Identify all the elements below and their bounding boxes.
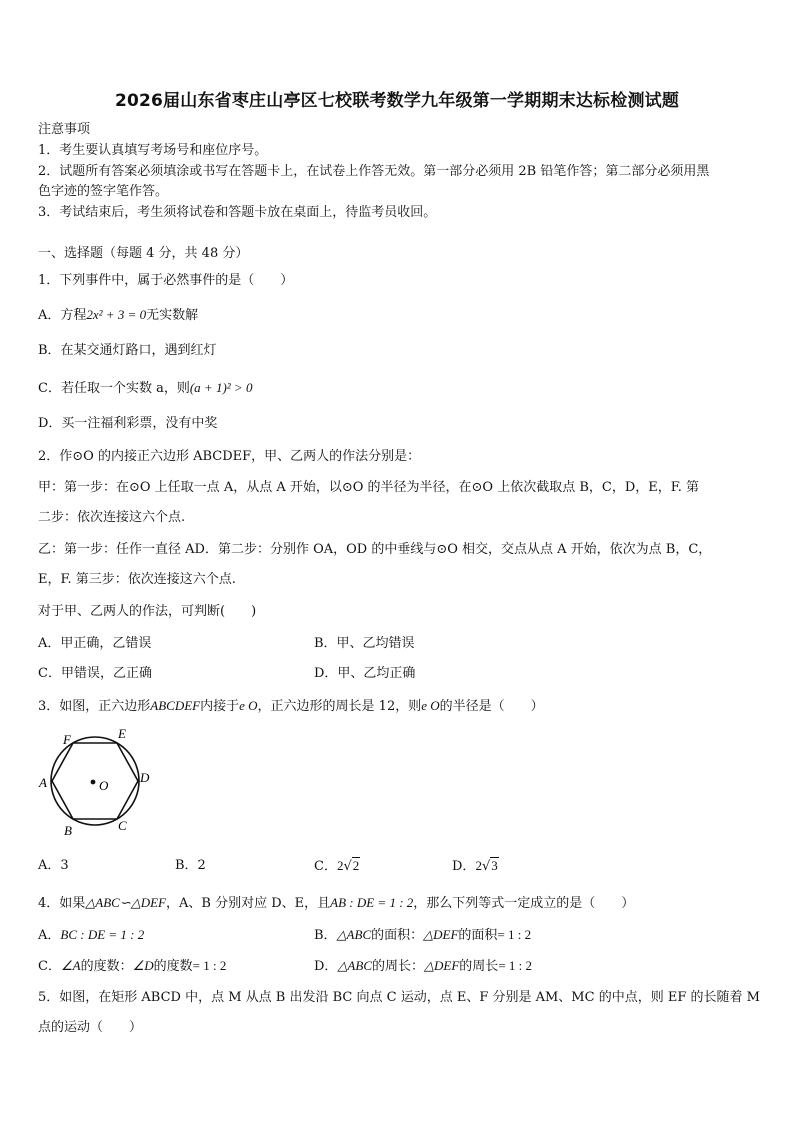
q5-stem-line1: 5．如图，在矩形 ABCD 中，点 M 从点 B 出发沿 BC 向点 C 运动，点 E、F 分别是 AM、MC 的中点，则 EF 的长随着 M [38,990,760,1005]
label-e: E [118,726,126,741]
notice-item-2: 2．试题所有答案必须填涂或书写在答题卡上，在试卷上作答无效。第一部分必须用 2B 铅笔作答；第二部分必须用黑 [38,164,710,179]
label-c: C [118,818,127,833]
q5-stem-line2: 点的运动（ ） [38,1020,143,1035]
q3-option-c: C．2√2 [314,858,360,874]
q2-ask: 对于甲、乙两人的作法，可判断( ) [38,604,257,619]
notice-item-2-cont: 色字迹的签字笔作答。 [38,184,169,199]
q2-stem: 2．作⊙O 的内接正六边形 ABCDEF，甲、乙两人的作法分别是： [38,449,421,464]
q1-option-d: D．买一注福利彩票，没有中奖 [38,416,218,431]
q1-option-a [38,307,198,324]
label-d: D [140,770,150,785]
q2-option-d: D．甲、乙均正确 [314,666,416,681]
q3-option-b: B．2 [175,858,206,873]
sqrt-symbol: √3 [481,858,498,874]
notice-heading: 注意事项 [38,122,91,137]
q1-a-text: 无实数解 [146,308,199,323]
q1-option-b: B．在某交通灯路口，遇到红灯 [38,343,217,358]
label-b: B [64,823,72,838]
q3-option-a: A．3 [38,858,69,873]
q1-c-label: C．若任取一个实数 a，则 [38,381,190,396]
section-heading: 一、选择题（每题 4 分，共 48 分） [38,246,249,261]
q2-option-c: C．甲错误，乙正确 [38,666,152,681]
q2-jia-line2: 二步：依次连接这六个点. [38,510,186,525]
q1-c-math: (a + 1)² > 0 [189,380,253,395]
q4-option-b: B．△ABC的面积：△DEF的面积= 1 : 2 [314,927,532,943]
label-a: A [39,775,47,790]
q4-option-a: A．BC : DE = 1 : 2 [38,927,145,943]
q3-hexagon-name: ABCDEF [150,698,201,713]
q1-a-math: 2x² + 3 = 0 [86,307,147,322]
q4-stem: 4．如果△ABC∽△DEF，A、B 分别对应 D、E，且AB : DE = 1 : 2，那么下列等式一定成立的是（ ） [38,895,635,911]
q2-option-a: A．甲正确，乙错误 [38,636,152,651]
center-point [91,780,96,785]
notice-item-1: 1．考生要认真填写考场号和座位序号。 [38,143,268,158]
q2-yi-line2: E，F. 第三步：依次连接这六个点. [38,572,236,587]
q1-option-c [38,380,252,397]
q1-a-label: A．方程 [38,308,87,323]
q3-stem: 3．如图，正六边形ABCDEF内接于e O，正六边形的周长是 12，则e O的半径是（ ） [38,698,544,714]
q3-circle-symbol: e O [239,698,258,713]
label-f: F [63,732,71,747]
q2-jia-line1: 甲：第一步：在⊙O 上任取一点 A，从点 A 开始，以⊙O 的半径为半径，在⊙O 上依次截取点 B，C，D，E，F. 第 [38,480,700,495]
q3-option-d: D．2√3 [452,858,498,874]
page-title: 2026届山东省枣庄山亭区七校联考数学九年级第一学期期末达标检测试题 [114,91,680,111]
notice-item-3: 3．考试结束后，考生须将试卷和答题卡放在桌面上，待监考员收回。 [38,205,437,220]
q4-ratio: AB : DE = 1 : 2 [330,895,414,910]
label-o: O [99,778,109,793]
hexagon-in-circle-figure [36,726,158,838]
q2-yi-line1: 乙：第一步：任作一直径 AD．第二步：分别作 OA，OD 的中垂线与⊙O 相交，交点从点 A 开始，依次为点 B，C， [38,542,712,557]
q4-option-c: C．∠A的度数：∠D的度数= 1 : 2 [38,958,227,974]
sqrt-symbol: √2 [343,858,360,874]
q1-stem: 1．下列事件中，属于必然事件的是（ ） [38,273,294,288]
q4-option-d: D．△ABC的周长：△DEF的周长= 1 : 2 [314,958,533,974]
q2-option-b: B．甲、乙均错误 [314,636,415,651]
q4-similarity: △ABC∽△DEF [85,895,166,910]
